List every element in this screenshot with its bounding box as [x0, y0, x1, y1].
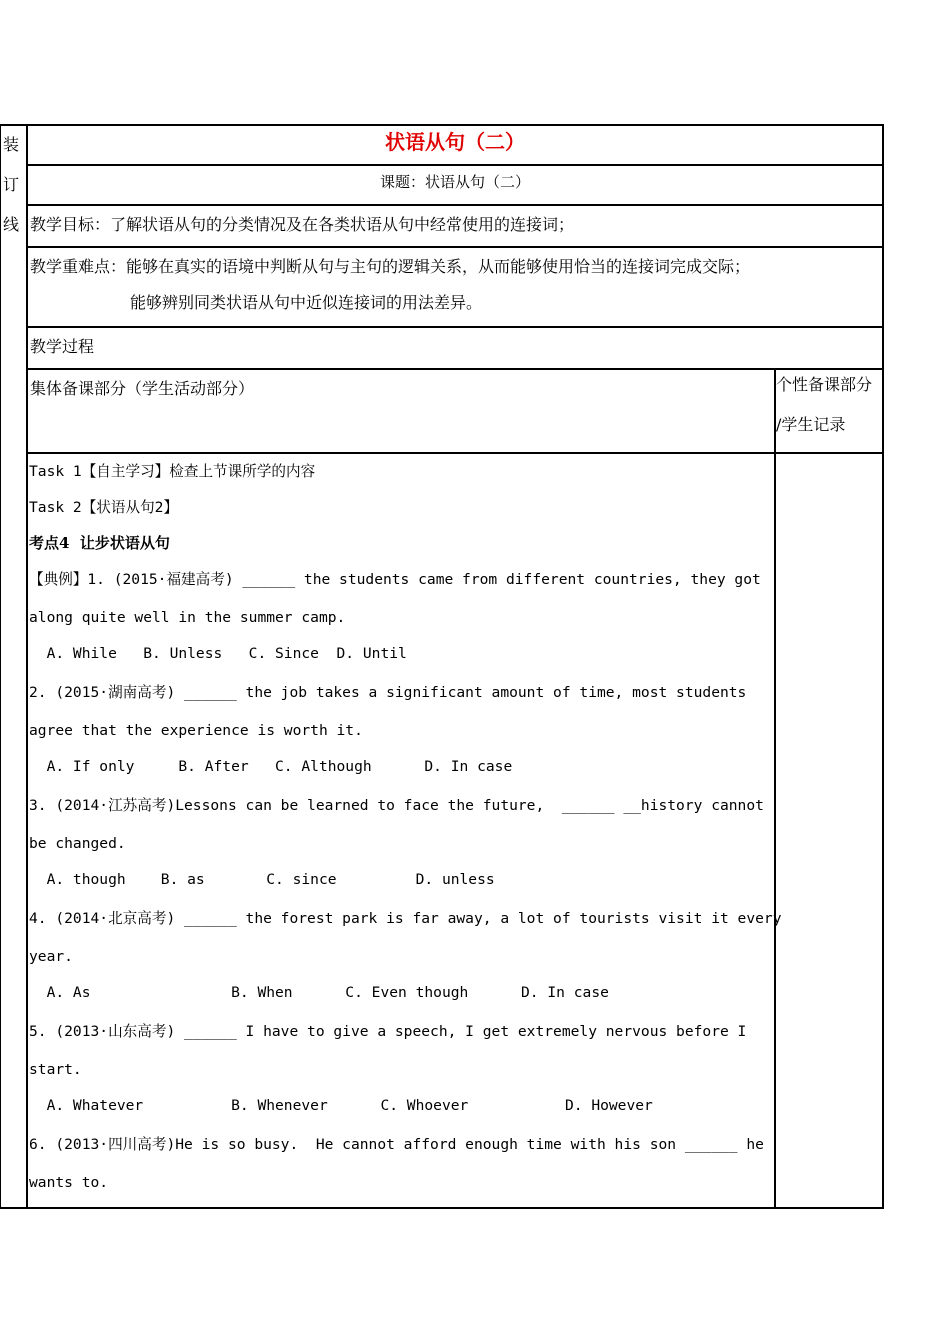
- lesson-plan-table: [26, 124, 884, 1209]
- process-label: 教学过程: [30, 337, 95, 356]
- process-row: [28, 328, 882, 370]
- binding-char-2: 订: [3, 175, 20, 194]
- page-title: 状语从句（二）: [385, 130, 525, 154]
- task-2: Task 2【状语从句2】: [29, 499, 179, 516]
- task-1: Task 1【自主学习】检查上节课所学的内容: [29, 463, 316, 480]
- difficulty-row: [28, 248, 882, 328]
- personal-prep-label-2: /学生记录: [776, 415, 846, 434]
- personal-prep-label-1: 个性备课部分: [776, 375, 873, 394]
- q4-line-1: 4. (2014·北京高考) ______ the forest park is far away, a lot of tourists visit it every: [29, 910, 782, 927]
- teaching-goal: 教学目标：了解状语从句的分类情况及在各类状语从句中经常使用的连接词；: [30, 215, 575, 234]
- goal-row: [28, 206, 882, 248]
- q5-line-2: start.: [29, 1061, 82, 1078]
- point-4-heading: 考点4 让步状语从句: [29, 534, 170, 552]
- q5-line-1: 5. (2013·山东高考) ______ I have to give a speech, I get extremely nervous before I: [29, 1023, 747, 1040]
- column-divider: [774, 368, 776, 1207]
- q3-line-2: be changed.: [29, 835, 126, 852]
- difficulty-line-1: 教学重难点：能够在真实的语境中判断从句与主句的逻辑关系，从而能够使用恰当的连接词完成交际；: [30, 257, 751, 276]
- section-header-row: [28, 370, 882, 454]
- q5-options: A. Whatever B. Whenever C. Whoever D. However: [29, 1097, 653, 1114]
- q4-options: A. As B. When C. Even though D. In case: [29, 984, 609, 1001]
- q2-line-1: 2. (2015·湖南高考) ______ the job takes a significant amount of time, most students: [29, 684, 747, 701]
- q6-line-2: wants to.: [29, 1174, 109, 1191]
- q3-line-1: 3. (2014·江苏高考)Lessons can be learned to face the future, ______ __history cannot: [29, 797, 764, 814]
- binding-char-3: 线: [3, 215, 20, 234]
- title-row: [28, 126, 882, 166]
- binding-margin: [0, 124, 26, 1209]
- q2-line-2: agree that the experience is worth it.: [29, 722, 363, 739]
- q1-line-2: along quite well in the summer camp.: [29, 609, 346, 626]
- q3-options: A. though B. as C. since D. unless: [29, 871, 495, 888]
- difficulty-line-2: 能够辨别同类状语从句中近似连接词的用法差异。: [130, 293, 483, 312]
- q4-line-2: year.: [29, 948, 73, 965]
- q1-line-1: 【典例】1. (2015·福建高考) ______ the students came from different countries, they got: [29, 571, 761, 588]
- lesson-topic: 课题：状语从句（二）: [379, 173, 530, 191]
- q6-line-1: 6. (2013·四川高考)He is so busy. He cannot afford enough time with his son ______ he: [29, 1136, 764, 1153]
- q2-options: A. If only B. After C. Although D. In case: [29, 758, 513, 775]
- q1-options: A. While B. Unless C. Since D. Until: [29, 645, 407, 662]
- binding-char-1: 装: [3, 135, 20, 154]
- subtitle-row: [28, 166, 882, 206]
- group-prep-label: 集体备课部分（学生活动部分）: [30, 379, 255, 398]
